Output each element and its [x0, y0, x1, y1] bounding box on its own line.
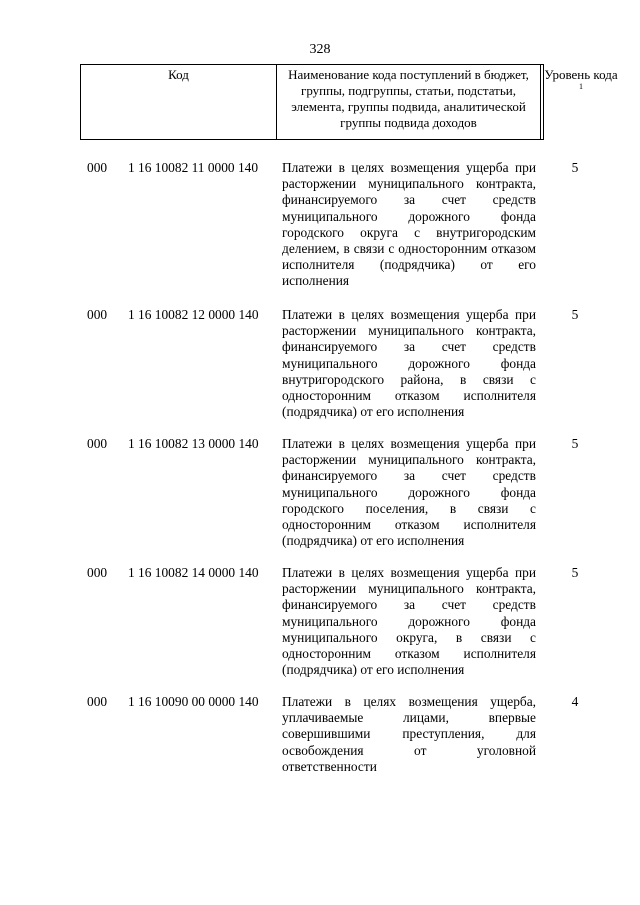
page-number: 328: [309, 42, 331, 57]
header-name: Наименование кода поступлений в бюджет, группы, подгруппы, статьи, подстатьи, элемента, группы подвида, аналитической группы подвида доходов: [277, 65, 541, 139]
header-level: [541, 65, 621, 139]
row-name: Платежи в целях возмещения ущерба, уплачиваемые лицами, впервые совершившими преступления, для освобождения от уголовной ответственности: [282, 694, 536, 774]
row-name: Платежи в целях возмещения ущерба при расторжении муниципального контракта, финансируемого за счет средств муниципального дорожного фонда внутригородского района, в связи с односторонним отказом исполнителя (подрядчика) от его исполнения: [282, 307, 536, 420]
row-prefix: 000: [87, 694, 108, 709]
header-level-footnote: 1: [579, 82, 583, 91]
header-level-text: Уровень код: [544, 67, 612, 82]
row-prefix: 000: [87, 565, 108, 580]
row-prefix: 000: [87, 160, 108, 175]
row-level: 5: [571, 565, 579, 580]
row-code: 1 16 10082 11 0000 140: [128, 160, 259, 175]
row-name: Платежи в целях возмещения ущерба при расторжении муниципального контракта, финансируемого за счет средств муниципального дорожного фонда городского округа с внутригородским делением, в связи с односторонним отказом исполнителя (подрядчика) от его исполнения: [282, 160, 536, 289]
row-code: 1 16 10082 13 0000 140: [128, 436, 259, 451]
row-level: 5: [571, 436, 579, 451]
header-level-suffix: а: [611, 67, 618, 82]
table-header: [80, 64, 618, 140]
row-level: 4: [571, 694, 579, 709]
row-code: 1 16 10090 00 0000 140: [128, 694, 259, 709]
row-level: 5: [571, 307, 579, 322]
row-prefix: 000: [87, 436, 108, 451]
row-level: 5: [571, 160, 579, 175]
row-code: 1 16 10082 12 0000 140: [128, 307, 259, 322]
row-prefix: 000: [87, 307, 108, 322]
row-name: Платежи в целях возмещения ущерба при расторжении муниципального контракта, финансируемого за счет средств муниципального дорожного фонда городского поселения, в связи с односторонним отказом исполнителя (подрядчика) от его исполнения: [282, 436, 536, 549]
row-code: 1 16 10082 14 0000 140: [128, 565, 259, 580]
header-code: Код: [81, 65, 277, 139]
row-name: Платежи в целях возмещения ущерба при расторжении муниципального контракта, финансируемого за счет средств муниципального дорожного фонда муниципального округа, в связи с односторонним отказом исполнителя (подрядчика) от его исполнения: [282, 565, 536, 678]
